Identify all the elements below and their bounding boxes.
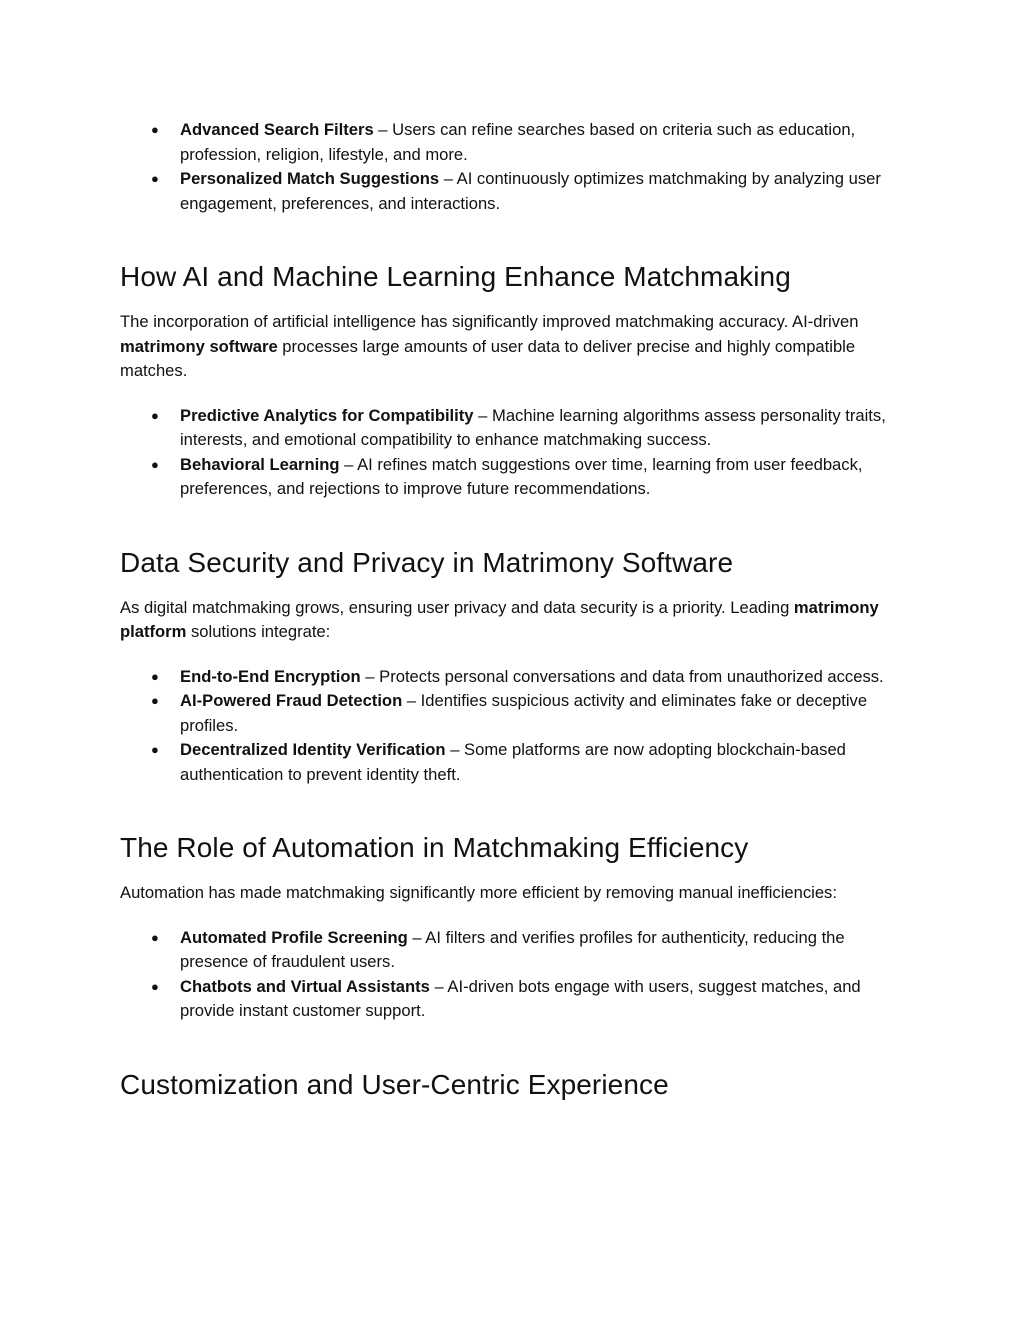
list-item: [120, 118, 910, 167]
list-item: [120, 665, 910, 690]
list-item-desc: – AI refines match suggestions over time, learning from user feedback, preferences, and rejections to improve future recommendations.: [180, 454, 863, 498]
list-item-desc: – AI filters and verifies profiles for authenticity, reducing the presence of fraudulent users.: [180, 927, 845, 971]
list-item-term: Behavioral Learning: [180, 454, 340, 474]
paragraph-text: The incorporation of artificial intelligence has significantly improved matchmaking accuracy. AI-driven: [120, 312, 859, 331]
section-bullet-list: [120, 926, 910, 1024]
list-item-desc: – Machine learning algorithms assess personality traits, interests, and emotional compatibility to enhance matchmaking success.: [180, 405, 886, 449]
section-heading: Data Security and Privacy in Matrimony Software: [120, 546, 734, 578]
paragraph-bold-text: matrimony platform: [120, 597, 879, 641]
section-heading: Customization and User-Centric Experience: [120, 1068, 669, 1100]
list-item: [120, 926, 910, 975]
list-item: [120, 738, 910, 787]
list-item-term: Predictive Analytics for Compatibility: [180, 405, 474, 425]
section-heading: The Role of Automation in Matchmaking Efficiency: [120, 832, 749, 863]
list-item-term: Personalized Match Suggestions: [180, 169, 440, 188]
list-item: [120, 404, 910, 453]
list-item-desc: – Some platforms are now adopting blockchain-based authentication to prevent identity theft.: [180, 740, 846, 784]
paragraph-text: Automation has made matchmaking significantly more efficient by removing manual inefficiencies:: [120, 883, 837, 902]
intro-bullet-list: [120, 118, 910, 216]
section-bullet-list: [120, 665, 910, 788]
list-item-desc: – AI continuously optimizes matchmaking by analyzing user engagement, preferences, and interactions.: [180, 169, 881, 213]
list-item-term: Decentralized Identity Verification: [180, 740, 446, 759]
list-item-term: AI-Powered Fraud Detection: [180, 691, 403, 710]
section-bullet-list: [120, 404, 910, 502]
document-page: [120, 118, 910, 1102]
section-paragraph: [120, 310, 910, 384]
list-item-desc: – Identifies suspicious activity and eliminates fake or deceptive profiles.: [180, 691, 868, 735]
list-item-desc: – Users can refine searches based on criteria such as education, profession, religion, lifestyle, and more.: [180, 120, 856, 164]
list-item: [120, 975, 910, 1024]
section-paragraph: [120, 596, 910, 645]
list-item-desc: – AI-driven bots engage with users, suggest matches, and provide instant customer support.: [180, 976, 861, 1020]
section-paragraph: [120, 881, 910, 906]
list-item: [120, 167, 910, 216]
list-item-term: Advanced Search Filters: [180, 120, 374, 139]
paragraph-bold-text: matrimony software: [120, 336, 278, 356]
list-item-term: Chatbots and Virtual Assistants: [180, 976, 430, 996]
paragraph-text: processes large amounts of user data to deliver precise and highly compatible matches.: [120, 336, 856, 380]
paragraph-text: As digital matchmaking grows, ensuring user privacy and data security is a priority. Leading: [120, 597, 794, 617]
list-item-term: Automated Profile Screening: [180, 927, 408, 947]
section-heading: How AI and Machine Learning Enhance Matchmaking: [120, 261, 791, 292]
paragraph-text: solutions integrate:: [186, 622, 331, 641]
list-item-term: End-to-End Encryption: [180, 666, 361, 686]
list-item-desc: – Protects personal conversations and data from unauthorized access.: [360, 666, 884, 686]
list-item: [120, 689, 910, 738]
list-item: [120, 453, 910, 502]
